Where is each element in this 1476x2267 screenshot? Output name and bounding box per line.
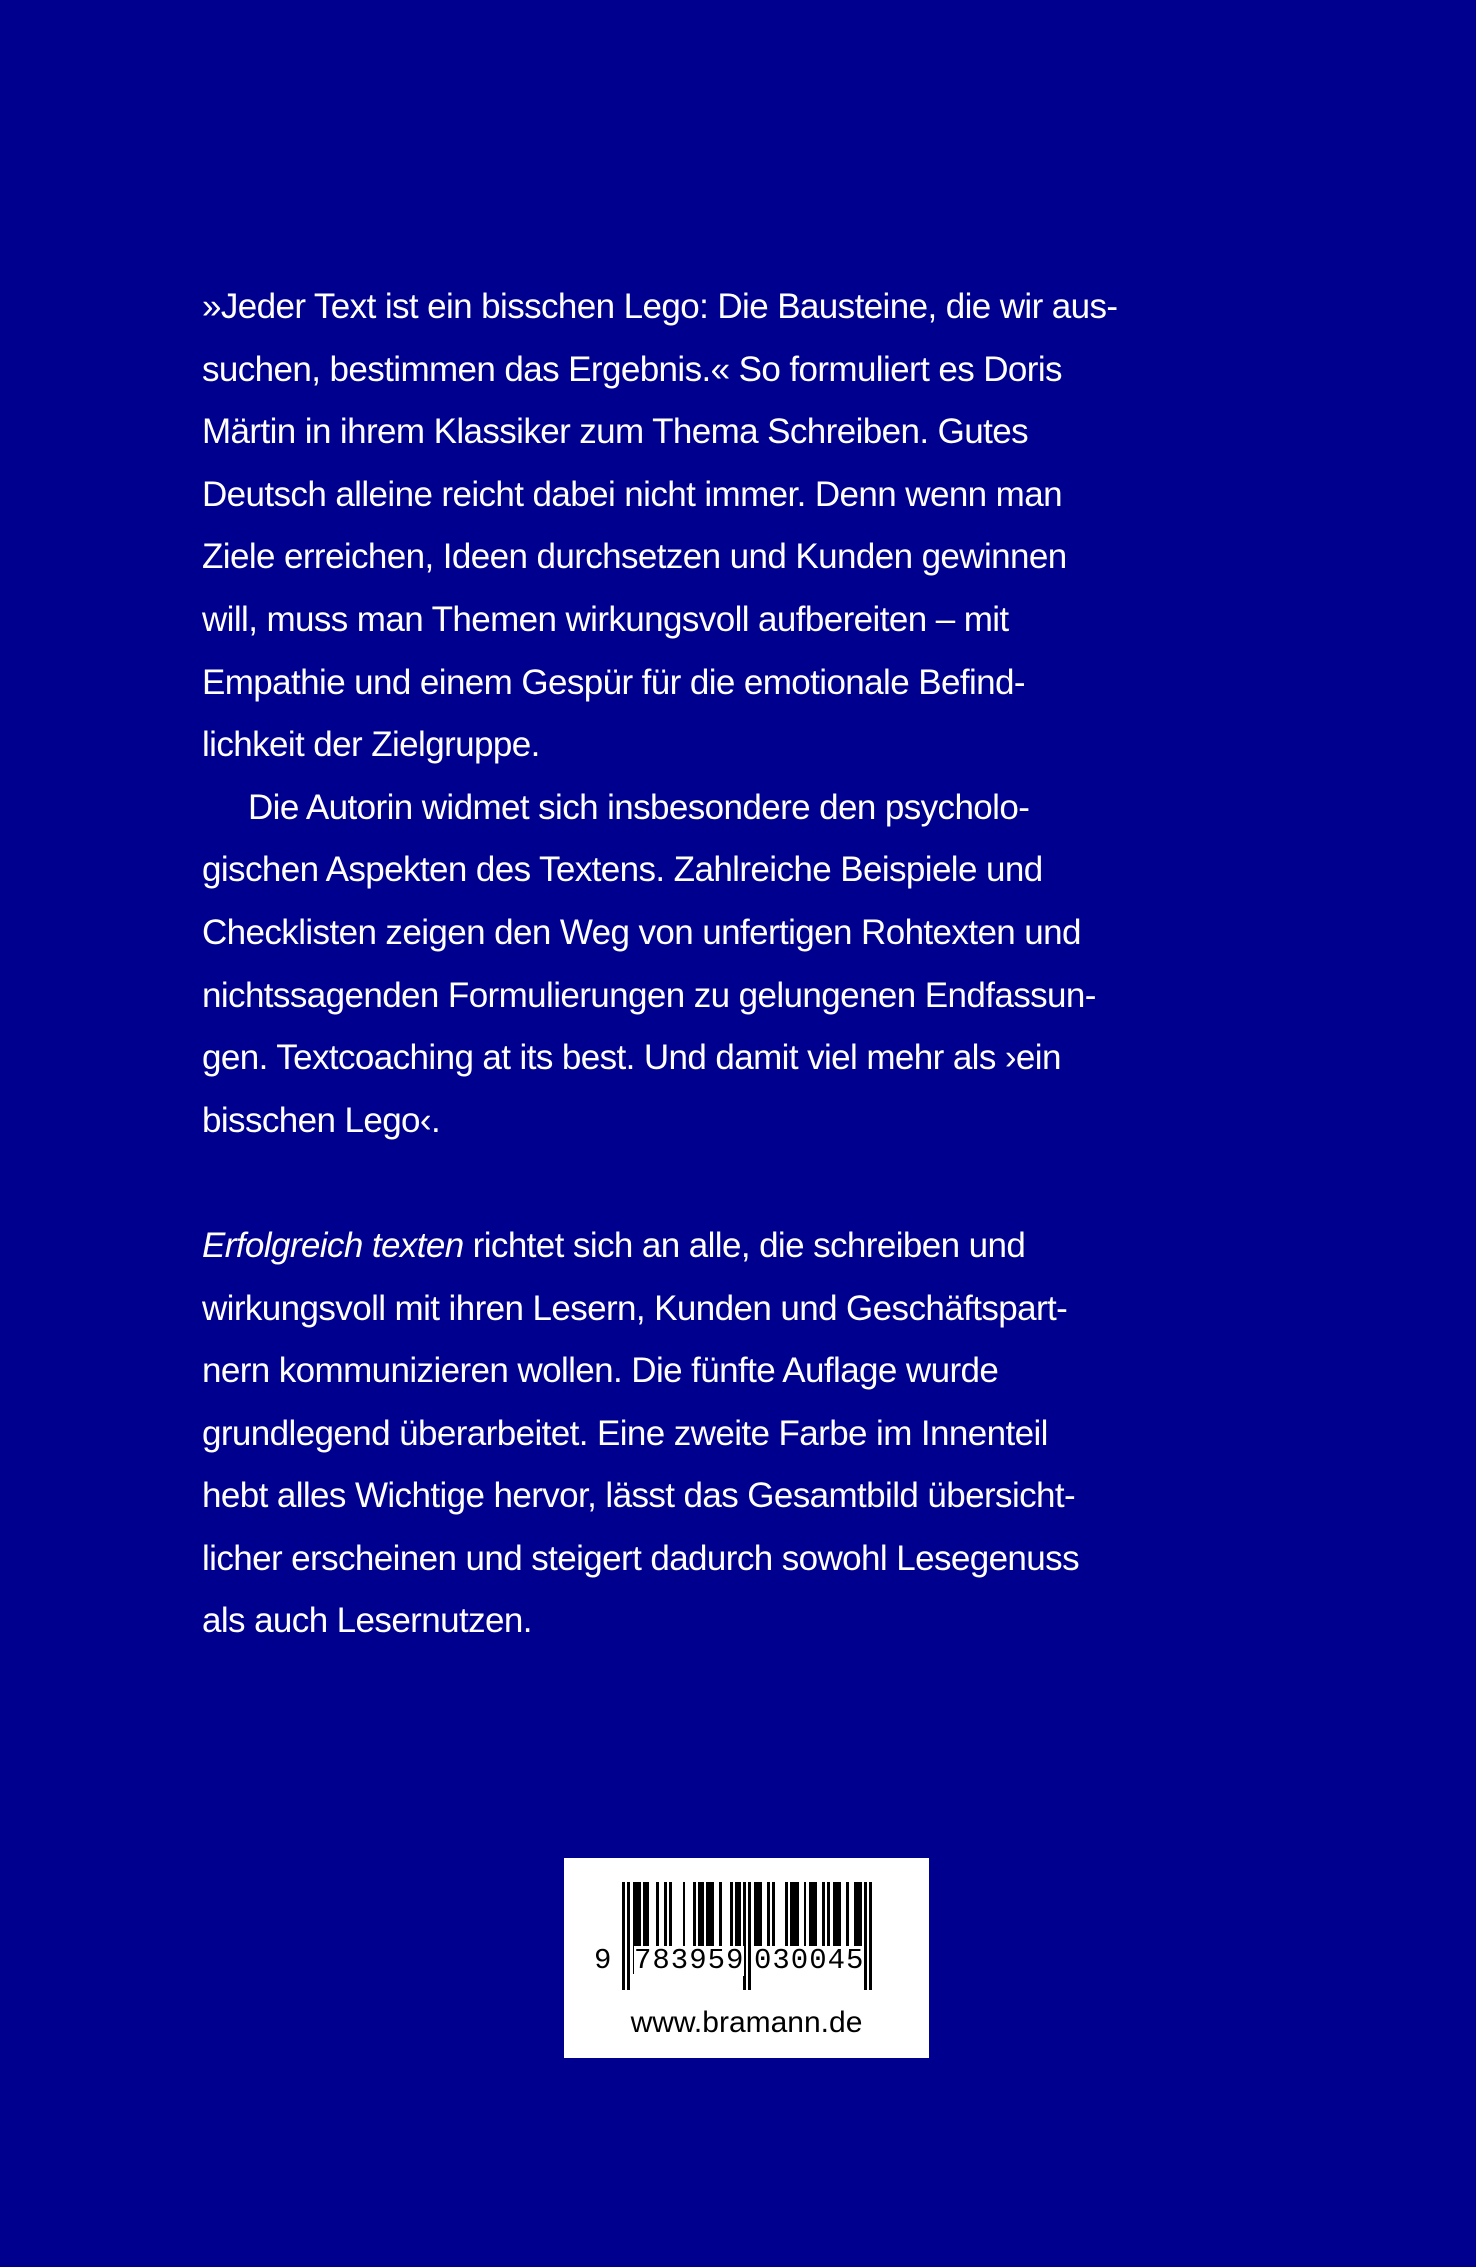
barcode-bar [622, 1882, 625, 1990]
text-line: Ziele erreichen, Ideen durchsetzen und Kunden gewinnen [202, 537, 1067, 577]
text-line: nichtssagenden Formulierungen zu gelungenen Endfassun- [202, 975, 1096, 1015]
text-line: bisschen Lego‹. [202, 1100, 441, 1140]
paragraph-2 [202, 777, 1312, 1153]
text-line: gen. Textcoaching at its best. Und damit viel mehr als ›ein [202, 1038, 1061, 1078]
text-line: »Jeder Text ist ein bisschen Lego: Die Bausteine, die wir aus- [202, 287, 1118, 326]
text-line: gischen Aspekten des Textens. Zahlreiche Beispiele und [202, 850, 1043, 890]
barcode-right-digits: 030045 [754, 1944, 865, 1977]
publisher-url[interactable]: www.bramann.de [630, 2006, 863, 2039]
text-line: Die Autorin widmet sich insbesondere den psycholo- [248, 787, 1030, 827]
text-line: Checklisten zeigen den Weg von unfertigen Rohtexten und [202, 912, 1081, 952]
text-line: als auch Lesernutzen. [202, 1601, 532, 1641]
barcode-first-digit: 9 [594, 1944, 612, 1977]
barcode-bar [748, 1882, 751, 1990]
text-line: nern kommunizieren wollen. Die fünfte Auflage wurde [202, 1351, 999, 1391]
text-line: suchen, bestimmen das Ergebnis.« So formuliert es Doris [202, 349, 1062, 389]
text-line: wirkungsvoll mit ihren Lesern, Kunden und Geschäftspart- [202, 1288, 1068, 1328]
text-line: lichkeit der Zielgruppe. [202, 725, 540, 765]
barcode-bar [864, 1882, 867, 1990]
text-line [202, 1215, 1312, 1278]
text-line: Deutsch alleine reicht dabei nicht immer. Denn wenn man [202, 474, 1062, 514]
text-line: will, muss man Themen wirkungsvoll aufbereiten – mit [202, 599, 1009, 639]
barcode-label [564, 1858, 929, 2058]
paragraph-3 [202, 1215, 1312, 1653]
barcode-bar [869, 1882, 872, 1990]
text-line: hebt alles Wichtige hervor, lässt das Gesamtbild übersicht- [202, 1476, 1076, 1516]
text-line: Märtin in ihrem Klassiker zum Thema Schreiben. Gutes [202, 412, 1028, 452]
book-title: Erfolgreich texten [202, 1225, 464, 1265]
text-line: grundlegend überarbeitet. Eine zweite Farbe im Innenteil [202, 1413, 1048, 1453]
barcode-bar [627, 1882, 630, 1990]
text-segment: richtet sich an alle, die schreiben und [463, 1225, 1026, 1265]
barcode-left-digits: 783959 [634, 1944, 745, 1977]
back-cover-text [202, 276, 1312, 1653]
paragraph-1 [202, 276, 1312, 777]
text-line: licher erscheinen und steigert dadurch sowohl Lesegenuss [202, 1538, 1079, 1578]
text-line: Empathie und einem Gespür für die emotionale Befind- [202, 662, 1025, 702]
